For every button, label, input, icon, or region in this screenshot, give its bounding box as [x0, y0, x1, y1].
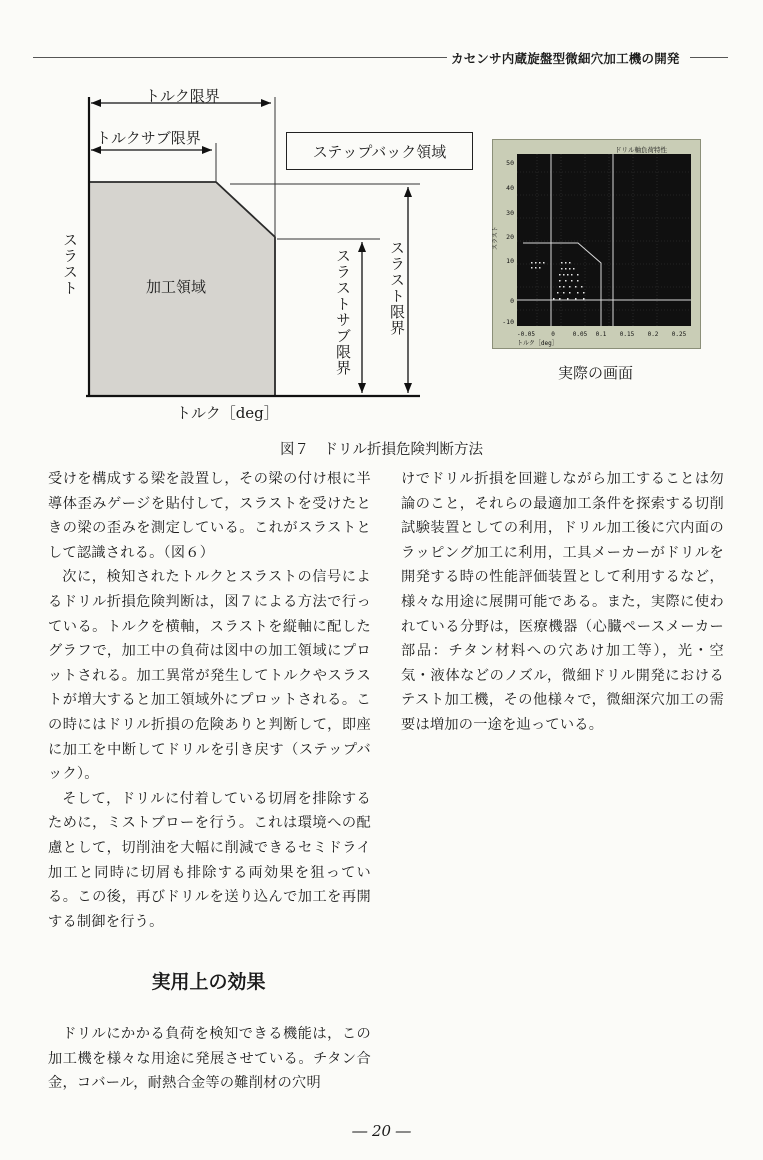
torque-sub-limit-label: トルクサブ限界 [96, 129, 201, 147]
figure-caption: 図７ ドリル折損危険判断方法 [280, 442, 483, 458]
screen-x-tick: 0 [551, 331, 555, 338]
screen-title: ドリル軸負荷特性 [615, 146, 667, 154]
screen-y-tick: 30 [506, 209, 514, 217]
stepback-region-box [286, 132, 473, 170]
screen-x-tick: 0.15 [619, 331, 635, 338]
screen-x-tick: -0.05 [516, 331, 536, 338]
screen-y-tick: 0 [510, 297, 514, 305]
page-number: ― 20 ― [352, 1122, 411, 1140]
screen-x-label: トルク［deg］ [517, 340, 558, 347]
section-heading: 実用上の効果 [151, 971, 266, 993]
screen-caption: 実際の画面 [558, 364, 634, 382]
screen-y-tick: 20 [506, 233, 514, 241]
figure-7-diagram [0, 0, 480, 430]
paragraph: 次に，検知されたトルクとスラストの信号によるドリル折損危険判断は，図７による方法で行っている。トルクを横軸，スラストを縦軸に配したグラフで，加工中の負荷は図中の加工領域にプロットされる。加工異常が発生してトルクやスラストが増大すると加工領域外にプロットされる。この時にはドリル折損の危険ありと判断して，即座に加工を中断してドリルを引き戻す（ステップバック）。 [48, 569, 371, 783]
paragraph: 受けを構成する梁を設置し，その梁の付け根に半導体歪みゲージを貼付して，スラストを受けたときの梁の歪みを測定している。これがスラストとして認識される。（図６） [48, 471, 371, 561]
left-column [48, 467, 371, 934]
screen-y-tick: 40 [506, 184, 514, 192]
paragraph: ドリルにかかる負荷を検知できる機能は，この加工機を様々な用途に発展させている。チタン合金，コバール，耐熱合金等の難削材の穴明 [48, 1026, 371, 1092]
paragraph: そして，ドリルに付着している切屑を排除するために，ミストブローを行う。これは環境への配慮として，切削油を大幅に削減できるセミドライ加工と同時に切屑も排除する両効果を狙っている。この後，再びドリルを送り込んで加工を再開する制御を行う。 [48, 790, 371, 930]
processing-region-label: 加工領域 [146, 278, 207, 296]
thrust-limit-label: スラスト限界 [388, 240, 406, 336]
screen-y-tick: -10 [502, 318, 514, 326]
screen-y-tick: 50 [506, 159, 514, 167]
screen-x-tick: 0.1 [595, 331, 607, 338]
right-column [401, 467, 724, 738]
screen-y-tick: 10 [506, 257, 514, 265]
screen-x-tick: 0.2 [647, 331, 659, 338]
stepback-region-label: ステップバック領域 [312, 142, 447, 161]
running-header-title: カセンサ内蔵旋盤型微細穴加工機の開発 [451, 51, 680, 66]
screen-x-tick: 0.25 [671, 331, 687, 338]
screen-x-tick: 0.05 [572, 331, 588, 338]
header-rule-right [690, 57, 728, 58]
left-column-continued [48, 1022, 371, 1096]
paragraph: けでドリル折損を回避しながら加工することは勿論のこと，それらの最適加工条件を探索する切削試験装置としての利用，ドリル加工後に穴内面のラッピング加工に利用，工具メーカーがドリルを開発する時の性能評価装置として利用するなど，様々な用途に展開可能である。また，実際に使われている分野は，医療機器（心臓ペースメーカー部品：チタン材料への穴あけ加工等），光・空気・液体などのノズル，微細ドリル開発におけるテスト加工機，その他様々で，微細深穴加工の需要は増加の一途を辿っている。 [401, 471, 724, 733]
thrust-axis-label: スラスト [61, 232, 79, 296]
thrust-sub-limit-label: スラストサブ限界 [334, 248, 352, 376]
torque-axis-label: トルク［deg］ [176, 404, 279, 422]
torque-limit-label: トルク限界 [145, 87, 220, 105]
screen-y-label: スラスト [492, 226, 499, 250]
actual-screen-image [492, 139, 701, 349]
actual-screen-plot [493, 140, 700, 348]
